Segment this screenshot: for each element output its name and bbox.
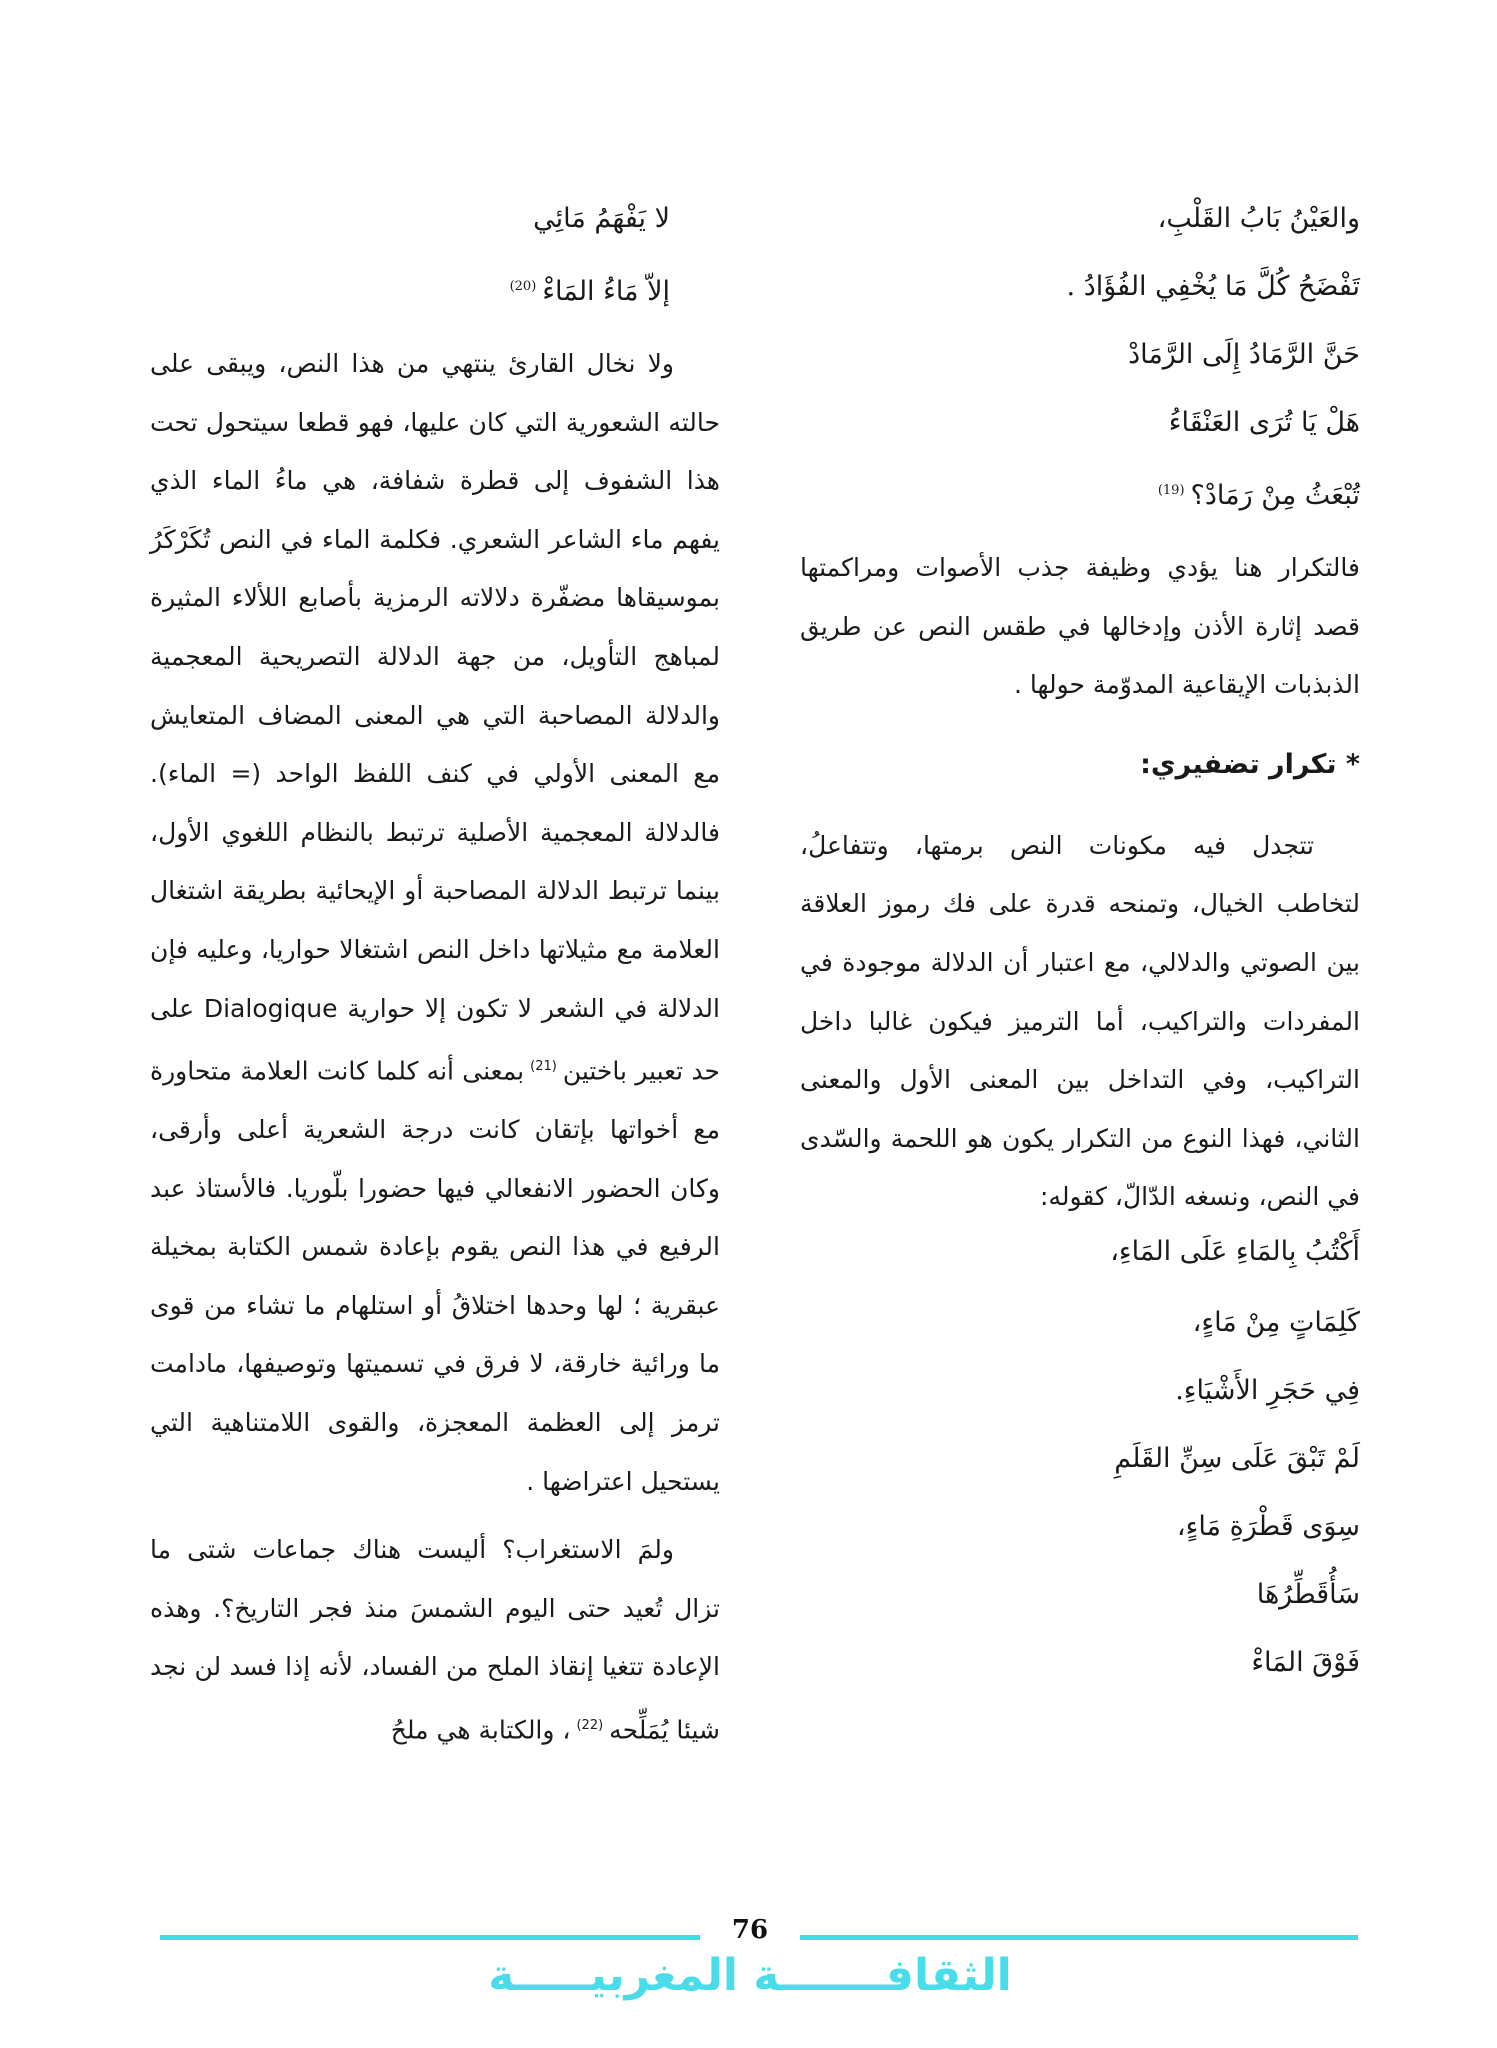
page-number: 76 [731,1915,769,1945]
verse-line: سَأُقَطِّرُهَا [1256,1578,1360,1610]
footnote-ref: (21) [530,1059,557,1075]
verse-line: كَلِمَاتٍ مِنْ مَاءٍ، [1192,1306,1360,1338]
footnote-ref: (20) [509,279,537,294]
left-column [150,185,720,1760]
footnote-ref: (22) [576,1717,604,1733]
verse-line: تُبْعَثُ مِنْ رَمَادْ؟$^{(19)}$ [1157,480,1360,511]
verse-line: فَوْقَ المَاءْ [1251,1646,1360,1678]
verse-line: فِي حَجَرِ الأَشْيَاءِ. [1175,1374,1360,1406]
verse-line: حَنَّ الرَّمَادُ إِلَى الرَّمَادْ [1128,339,1360,370]
paragraph: فالتكرار هنا يؤدي وظيفة جذب الأصوات ومراكمتها قصد إثارة الأذن وإدخالها في طقس النص عن طريق الذبذبات الإيقاعية المدوّمة حولها . [800,553,1360,700]
verse-line: والعَيْنُ بَابُ القَلْبِ، [1157,203,1360,234]
verse-line: لَمْ تَبْقَ عَلَى سِنِّ القَلَمِ [1114,1442,1360,1474]
foreign-term: Dialogique [203,993,338,1023]
paragraph: تتجدل فيه مكونات النص برمتها، وتتفاعلُ، لتخاطب الخيال، وتمنحه قدرة على فك رموز العلاقة بين الصوتي والدلالي، مع اعتبار أن الدلالة موجودة في المفردات والتراكيب، أما الترميز فيكون غالبا داخل التراكيب، وفي التداخل بين المعنى الأول والمعنى الثاني، فهذا النوع من التكرار يكون هو اللحمة والسّدى في النص، ونسغه الدّالّ، كقوله: [800,830,1360,1212]
paragraph: ولا نخال القارئ ينتهي من هذا النص، ويبقى على حالته الشعورية التي كان عليها، فهو قطعا سيتحول تحت هذا الشفوف إلى قطرة شفافة، هي ماءُ الماء الذي يفهم ماء الشاعر الشعري. فكلمة الماء في النص تُكَرْكَرُ بموسيقاها مضفّرة دلالاته الرمزية بأصابع اللألاء المثيرة لمباهج التأويل، من جهة الدلالة التصريحية المعجمية والدلالة المصاحبة التي هي المعنى المضاف المتعايش مع المعنى الأولي في كنف اللفظ الواحد (= الماء). فالدلالة المعجمية الأصلية ترتبط بالنظام اللغوي الأول، بينما ترتبط الدلالة المصاحبة أو الإيحائية بطريقة اشتغال العلامة مع مثيلاتها داخل النص اشتغالا حواريا، وعليه فإن الدلالة في الشعر لا تكون إلا حوارية Dialogique على حد تعبير باختين$^{(21)}$بمعنى أنه كلما كانت العلامة متحاورة مع أخواتها بإتقان كانت درجة الشعرية أعلى وأرقى، وكان الحضور الانفعالي فيها حضورا بلّوريا. فالأستاذ عبد الرفيع في هذا النص يقوم بإعادة شمس الكتابة بمخيلة عبقرية ؛ لها وحدها اختلاقُ أو استلهام ما تشاء من قوى ما ورائية خارقة، لا فرق في تسميتها وتوصيفها، مادامت ترمز إلى العظمة المعجزة، والقوى اللامتناهية التي يستحيل اعتراضها . [150,349,720,1496]
footer-rule-left [160,1935,700,1940]
magazine-title: الثقافـــــــة المغربيـــــة [488,1950,1012,2001]
paragraph: ولمَ الاستغراب؟ أليست هناك جماعات شتى ما تزال تُعيد حتى اليوم الشمسَ منذ فجر التاريخ؟. وهذه الإعادة تتغيا إنقاذ الملح من الفساد، لأنه إذا فسد لن نجد شيئا يُمَلِّحه$^{(22)}$، والكتابة هي ملحُ [150,1535,720,1745]
verse-line: تَفْضَحُ كُلَّ مَا يُخْفِي الفُؤَادُ . [1066,271,1360,302]
verse-line: لا يَفْهَمُ مَائِي [533,203,670,234]
right-column [800,185,1360,1697]
verse-line: سِوَى قَطْرَةِ مَاءٍ، [1176,1510,1360,1542]
verse-line: أَكْتُبُ بِالمَاءِ عَلَى المَاءِ، [1110,1235,1360,1267]
footer-rule-right [800,1935,1358,1940]
section-heading: * تكرار تضفيري: [1140,748,1360,780]
verse-line: هَلْ يَا تُرَى العَنْقَاءُ [1168,407,1360,438]
verse-line: إلاّ مَاءُ المَاءْ$^{(20)}$ [509,276,670,307]
footnote-ref: (19) [1157,483,1185,498]
